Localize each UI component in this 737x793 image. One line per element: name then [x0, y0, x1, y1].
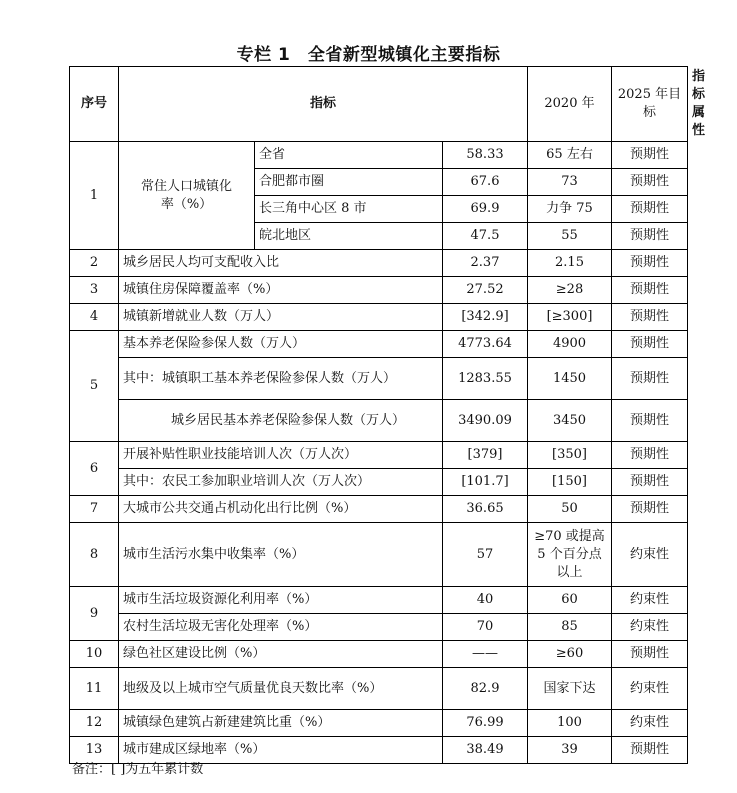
row-indicator: 城镇新增就业人数（万人）: [119, 304, 443, 331]
row-indicator: 地级及以上城市空气质量优良天数比率（%）: [119, 668, 443, 710]
row-value-2020: 76.99: [443, 710, 528, 737]
row-indicator: 皖北地区: [255, 223, 443, 250]
indicator-table: [69, 66, 706, 764]
row-value-2020: 1283.55: [443, 358, 528, 400]
table-row: [70, 587, 688, 614]
row-value-2025: ≥70 或提高 5 个百分点以上: [528, 523, 612, 587]
row-attr: 约束性: [612, 668, 688, 710]
row-value-2020: 57: [443, 523, 528, 587]
header-no: 序号: [70, 67, 119, 142]
row-attr: 预期性: [612, 142, 688, 169]
table-row: [70, 250, 688, 277]
table-row: [70, 358, 688, 400]
table-row: [70, 614, 688, 641]
row-value-2020: 82.9: [443, 668, 528, 710]
table-title: 专栏 1 全省新型城镇化主要指标: [236, 45, 501, 65]
row-attr: 预期性: [612, 358, 688, 400]
table-row: [70, 469, 688, 496]
row-no: 8: [70, 523, 119, 587]
row-value-2020: 27.52: [443, 277, 528, 304]
row-value-2025: 1450: [528, 358, 612, 400]
row-no: 9: [70, 587, 119, 641]
row-value-2020: 3490.09: [443, 400, 528, 442]
row-indicator: 全省: [255, 142, 443, 169]
row-indicator: 绿色社区建设比例（%）: [119, 641, 443, 668]
row-value-2020: [101.7]: [443, 469, 528, 496]
row-value-2020: 70: [443, 614, 528, 641]
table-row: [70, 668, 688, 710]
row-value-2020: 67.6: [443, 169, 528, 196]
header-indicator: 指标: [119, 67, 528, 142]
row-indicator: 合肥都市圈: [255, 169, 443, 196]
row-value-2025: 50: [528, 496, 612, 523]
row-indicator: 城乡居民人均可支配收入比: [119, 250, 443, 277]
row-value-2020: 58.33: [443, 142, 528, 169]
row-attr: 预期性: [612, 442, 688, 469]
row-attr: 预期性: [612, 469, 688, 496]
table-header-row: 序号 指标 2020 年 2025 年目标 指标属性: [70, 67, 688, 142]
header-2020: 2020 年: [528, 67, 612, 142]
row-indicator: 农村生活垃圾无害化处理率（%）: [119, 614, 443, 641]
table-row: [70, 304, 688, 331]
row-attr: 预期性: [612, 304, 688, 331]
row-no: 13: [70, 737, 119, 764]
row-no: 1: [70, 142, 119, 250]
row-attr: 预期性: [612, 223, 688, 250]
row-value-2020: 69.9: [443, 196, 528, 223]
row-value-2025: 39: [528, 737, 612, 764]
row-indicator: 城镇住房保障覆盖率（%）: [119, 277, 443, 304]
row-no: 3: [70, 277, 119, 304]
row-indicator: 其中：城镇职工基本养老保险参保人数（万人）: [119, 358, 443, 400]
row-indicator: 城市生活垃圾资源化利用率（%）: [119, 587, 443, 614]
row-attr: 预期性: [612, 169, 688, 196]
table-row: [70, 142, 688, 169]
row-value-2020: 38.49: [443, 737, 528, 764]
row-value-2020: 40: [443, 587, 528, 614]
table-row: [70, 523, 688, 587]
row-value-2020: 2.37: [443, 250, 528, 277]
row-value-2025: 85: [528, 614, 612, 641]
table-row: [70, 331, 688, 358]
row-value-2025: 3450: [528, 400, 612, 442]
row-value-2025: 55: [528, 223, 612, 250]
row-no: 4: [70, 304, 119, 331]
row-no: 2: [70, 250, 119, 277]
row-value-2025: 73: [528, 169, 612, 196]
row-attr: 约束性: [612, 523, 688, 587]
row-indicator: 城市建成区绿地率（%）: [119, 737, 443, 764]
row-value-2025: [150]: [528, 469, 612, 496]
row-value-2020: 4773.64: [443, 331, 528, 358]
row-value-2020: 36.65: [443, 496, 528, 523]
row-no: 5: [70, 331, 119, 442]
row-no: 11: [70, 668, 119, 710]
row-value-2025: [≥300]: [528, 304, 612, 331]
row-indicator: 城镇绿色建筑占新建建筑比重（%）: [119, 710, 443, 737]
row-attr: 预期性: [612, 331, 688, 358]
row-no: 12: [70, 710, 119, 737]
row-attr: 预期性: [612, 496, 688, 523]
row-value-2025: ≥28: [528, 277, 612, 304]
row-value-2025: 100: [528, 710, 612, 737]
row-attr: 约束性: [612, 710, 688, 737]
row-no: 10: [70, 641, 119, 668]
row-attr: 预期性: [612, 277, 688, 304]
row-attr: 约束性: [612, 614, 688, 641]
row-indicator: 城市生活污水集中收集率（%）: [119, 523, 443, 587]
row-value-2020: 47.5: [443, 223, 528, 250]
row-value-2025: 4900: [528, 331, 612, 358]
row-group-label: 常住人口城镇化率（%）: [119, 142, 255, 250]
row-attr: 预期性: [612, 250, 688, 277]
row-indicator: 其中：农民工参加职业培训人次（万人次）: [119, 469, 443, 496]
row-value-2025: 国家下达: [528, 668, 612, 710]
row-attr: 约束性: [612, 587, 688, 614]
table-row: [70, 400, 688, 442]
row-value-2025: 力争 75: [528, 196, 612, 223]
table-row: [70, 710, 688, 737]
row-no: 6: [70, 442, 119, 496]
row-indicator: 基本养老保险参保人数（万人）: [119, 331, 443, 358]
row-indicator: 开展补贴性职业技能培训人次（万人次）: [119, 442, 443, 469]
row-attr: 预期性: [612, 641, 688, 668]
table-row: [70, 641, 688, 668]
table-row: [70, 442, 688, 469]
row-value-2025: 65 左右: [528, 142, 612, 169]
row-value-2025: 2.15: [528, 250, 612, 277]
row-indicator: 城乡居民基本养老保险参保人数（万人）: [119, 400, 443, 442]
table-row: [70, 277, 688, 304]
row-value-2020: ——: [443, 641, 528, 668]
row-indicator: 大城市公共交通占机动化出行比例（%）: [119, 496, 443, 523]
row-value-2020: [342.9]: [443, 304, 528, 331]
table-note: 备注：[ ]为五年累计数: [72, 762, 204, 777]
row-value-2025: ≥60: [528, 641, 612, 668]
row-indicator: 长三角中心区 8 市: [255, 196, 443, 223]
header-2025: 2025 年目标: [612, 67, 688, 142]
row-attr: 预期性: [612, 737, 688, 764]
row-no: 7: [70, 496, 119, 523]
row-value-2020: [379]: [443, 442, 528, 469]
row-attr: 预期性: [612, 400, 688, 442]
row-value-2025: 60: [528, 587, 612, 614]
row-attr: 预期性: [612, 196, 688, 223]
row-value-2025: [350]: [528, 442, 612, 469]
table-row: [70, 496, 688, 523]
